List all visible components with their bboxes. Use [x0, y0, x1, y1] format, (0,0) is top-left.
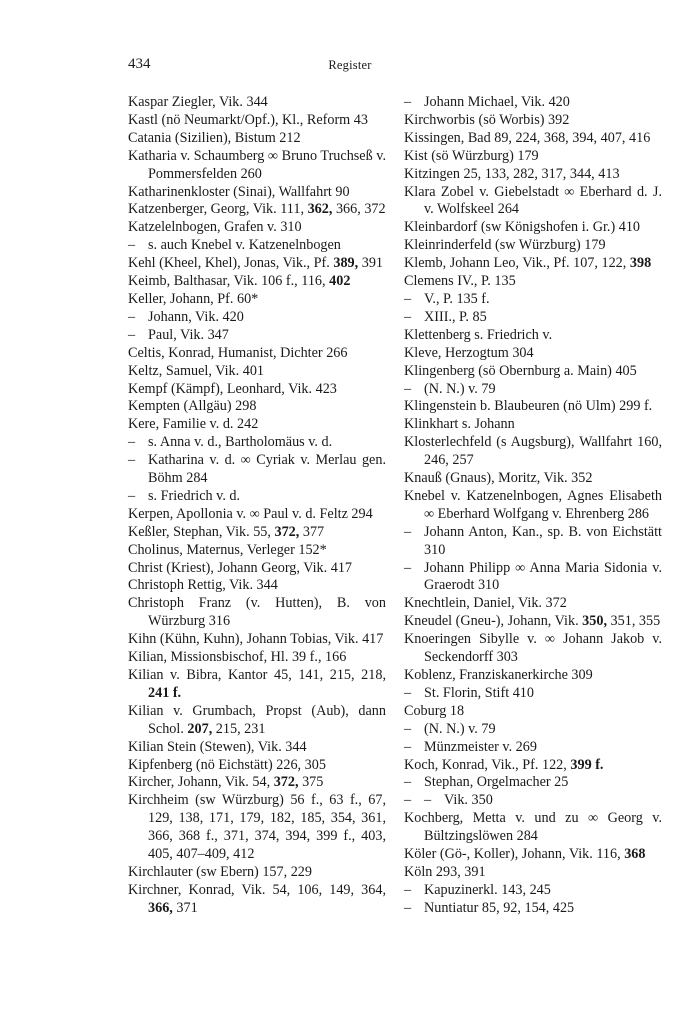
entry-text: Katzelelnbogen, Grafen v. 310 [128, 219, 302, 236]
index-entry [128, 112, 386, 130]
entry-text: Knechtlein, Daniel, Vik. 372 [404, 595, 567, 612]
entry-text: Cholinus, Maternus, Verleger 152* [128, 541, 327, 558]
entry-text: Kempf (Kämpf), Leonhard, Vik. 423 [128, 380, 337, 397]
index-entry [404, 470, 662, 488]
continuation-dash: – [128, 326, 136, 343]
entry-text: V., P. 135 f. [424, 290, 490, 307]
index-entry [404, 667, 662, 685]
index-entry [128, 577, 386, 595]
index-entry [128, 237, 386, 255]
index-entry [128, 488, 386, 506]
continuation-dash: – [404, 523, 412, 540]
index-entry [404, 774, 662, 792]
index-entry [128, 667, 386, 703]
entry-text: Kneudel (Gneu-), Johann, Vik. [404, 613, 583, 630]
entry-text: Köler (Gö-, Koller), Johann, Vik. 116, [404, 846, 625, 863]
index-entry [404, 381, 662, 399]
main-reference-page: 362, [307, 201, 333, 218]
index-entry [128, 434, 386, 452]
entry-text: Kissingen, Bad 89, 224, 368, 394, 407, 416 [404, 129, 651, 146]
entry-text: s. Friedrich v. d. [148, 487, 241, 504]
entry-text: Klara Zobel v. Giebelstadt ∞ Eberhard d. J. v. Wolfskeel 264 [404, 183, 662, 218]
main-reference-page: 389, [333, 255, 359, 272]
entry-text: Stephan, Orgelmacher 25 [424, 774, 569, 791]
entry-text: Celtis, Konrad, Humanist, Dichter 266 [128, 344, 348, 361]
entry-text: Christoph Rettig, Vik. 344 [128, 577, 278, 594]
index-entry [128, 506, 386, 524]
entry-text: Coburg 18 [404, 702, 465, 719]
entry-text: Knoeringen Sibylle v. ∞ Johann Jakob v. Seckendorff 303 [404, 631, 662, 666]
main-reference-page: 350, [582, 613, 607, 630]
continuation-dash: – [404, 720, 412, 737]
entry-text: Keßler, Stephan, Vik. 55, [128, 523, 275, 540]
entry-text: s. auch Knebel v. Katzenelnbogen [148, 237, 341, 254]
continuation-dash: – [404, 738, 412, 755]
continuation-dash: – [128, 237, 136, 254]
continuation-dash: – [128, 434, 136, 451]
main-reference-page: 368 [624, 846, 646, 863]
index-entry [404, 721, 662, 739]
entry-text: s. Anna v. d., Bartholomäus v. d. [148, 434, 333, 451]
entry-text: Katharinenkloster (Sinai), Wallfahrt 90 [128, 183, 350, 200]
entry-text: Keltz, Samuel, Vik. 401 [128, 362, 265, 379]
entry-text: Klosterlechfeld (s Augsburg), Wallfahrt 160, 246, 257 [404, 434, 662, 469]
entry-text: Clemens IV., P. 135 [404, 273, 516, 290]
entry-text: Johann Philipp ∞ Anna Maria Sidonia v. Graerodt 310 [424, 559, 662, 594]
index-entry [128, 184, 386, 202]
entry-text: Kilian, Missionsbischof, Hl. 39 f., 166 [128, 649, 347, 666]
entry-text: Kleve, Herzogtum 304 [404, 344, 534, 361]
entry-text: St. Florin, Stift 410 [424, 684, 534, 701]
main-reference-page: 241 f. [148, 684, 182, 701]
index-column-left [128, 94, 386, 918]
index-entry [128, 255, 386, 273]
index-entry [404, 130, 662, 148]
index-entry [128, 757, 386, 775]
index-entry [128, 273, 386, 291]
index-entry [404, 703, 662, 721]
index-entry [404, 327, 662, 345]
entry-text: Münzmeister v. 269 [424, 738, 537, 755]
entry-text: Kochberg, Metta v. und zu ∞ Georg v. Bültzingslöwen 284 [404, 810, 662, 845]
entry-text: (N. N.) v. 79 [424, 380, 496, 397]
index-entry [404, 237, 662, 255]
entry-text: Kipfenberg (nö Eichstätt) 226, 305 [128, 756, 326, 773]
entry-text: Johann Anton, Kan., sp. B. von Eichstätt 310 [424, 523, 662, 558]
index-entry [404, 291, 662, 309]
continuation-dash: – [404, 684, 412, 701]
index-entry [128, 560, 386, 578]
entry-text: Katzenberger, Georg, Vik. 111, [128, 201, 308, 218]
continuation-dash: – [404, 380, 412, 397]
entry-text: 351, 355 [607, 613, 661, 630]
index-entry [404, 184, 662, 220]
continuation-dash: – [404, 559, 412, 576]
continuation-dash: – [404, 881, 412, 898]
entry-text: Katharia v. Schaumberg ∞ Bruno Truchseß v. Pommersfelden 260 [128, 147, 386, 182]
index-entry [128, 327, 386, 345]
entry-text: Christoph Franz (v. Hutten), B. von Würzburg 316 [128, 595, 386, 630]
continuation-dash: – [424, 792, 432, 809]
index-entry [128, 130, 386, 148]
entry-text: Kist (sö Würzburg) 179 [404, 147, 539, 164]
main-reference-page: 366, [148, 899, 173, 916]
entry-text: Paul, Vik. 347 [148, 326, 229, 343]
index-entry [404, 846, 662, 864]
entry-text: 391 [358, 255, 384, 272]
main-reference-page: 372, [274, 523, 300, 540]
entry-text: Kircher, Johann, Vik. 54, [128, 774, 274, 791]
index-entry [404, 255, 662, 273]
entry-text: Kere, Familie v. d. 242 [128, 416, 259, 433]
continuation-dash: – [404, 792, 412, 809]
index-entry [128, 291, 386, 309]
entry-text: Kaspar Ziegler, Vik. 344 [128, 94, 268, 110]
index-entry [128, 631, 386, 649]
entry-text: Kirchworbis (sö Worbis) 392 [404, 111, 570, 128]
entry-text: Koblenz, Franziskanerkirche 309 [404, 667, 593, 683]
index-entry [404, 273, 662, 291]
entry-text: 377 [299, 523, 325, 540]
entry-text: 366, 372 [332, 201, 386, 218]
index-entry [128, 416, 386, 434]
entry-text: Kastl (nö Neumarkt/Opf.), Kl., Reform 43 [128, 111, 368, 128]
entry-text: Catania (Sizilien), Bistum 212 [128, 129, 301, 146]
index-entry [128, 649, 386, 667]
entry-text: Koch, Konrad, Vik., Pf. 122, [404, 756, 571, 773]
index-entry [128, 398, 386, 416]
index-entry [404, 434, 662, 470]
entry-text: Kilian Stein (Stewen), Vik. 344 [128, 738, 307, 755]
entry-text: Klettenberg s. Friedrich v. [404, 326, 553, 343]
continuation-dash: – [404, 308, 412, 325]
index-entry [404, 900, 662, 918]
index-entry [404, 345, 662, 363]
main-reference-page: 402 [329, 273, 351, 290]
entry-text: Kirchner, Konrad, Vik. 54, 106, 149, 364, [128, 881, 386, 898]
continuation-dash: – [128, 487, 136, 504]
entry-text: Kehl (Kheel, Khel), Jonas, Vik., Pf. [128, 255, 334, 272]
index-entry [128, 595, 386, 631]
index-entry [404, 309, 662, 327]
index-entry [128, 345, 386, 363]
index-entry [128, 703, 386, 739]
index-entry [128, 452, 386, 488]
index-entry [128, 148, 386, 184]
index-entry [404, 112, 662, 130]
index-entry [128, 94, 386, 112]
index-entry [404, 363, 662, 381]
index-entry [404, 166, 662, 184]
index-entry [404, 631, 662, 667]
index-entry [404, 398, 662, 416]
index-entry [128, 774, 386, 792]
index-entry [404, 416, 662, 434]
entry-text: Kleinbardorf (sw Königshofen i. Gr.) 410 [404, 219, 641, 236]
entry-text: Kihn (Kühn, Kuhn), Johann Tobias, Vik. 417 [128, 631, 384, 648]
page-number: 434 [128, 56, 151, 72]
index-entry [404, 560, 662, 596]
index-entry [404, 148, 662, 166]
index-entry [404, 792, 662, 810]
entry-text: Knebel v. Katzenelnbogen, Agnes Elisabeth ∞ Eberhard Wolfgang v. Ehrenberg 286 [404, 487, 662, 522]
entry-text: Klemb, Johann Leo, Vik., Pf. 107, 122, [404, 255, 630, 272]
entry-text: Kerpen, Apollonia v. ∞ Paul v. d. Feltz 294 [128, 505, 373, 522]
index-entry [404, 882, 662, 900]
continuation-dash: – [404, 899, 412, 916]
entry-text: Kapuzinerkl. 143, 245 [424, 881, 551, 898]
entry-text: Kirchlauter (sw Ebern) 157, 229 [128, 863, 312, 880]
entry-text: Vik. 350 [444, 792, 493, 809]
running-title: Register [328, 58, 372, 72]
index-entry [128, 739, 386, 757]
entry-text: Johann, Vik. 420 [148, 308, 244, 325]
entry-text: Kilian v. Bibra, Kantor 45, 141, 215, 218, [128, 667, 386, 683]
entry-text: 371 [172, 899, 198, 916]
index-entry [128, 201, 386, 219]
index-entry [128, 309, 386, 327]
index-entry [128, 882, 386, 918]
index-entry [128, 792, 386, 864]
entry-text: (N. N.) v. 79 [424, 720, 496, 737]
entry-text: 215, 231 [212, 720, 266, 737]
entry-text: Keller, Johann, Pf. 60* [128, 290, 259, 307]
index-column-right [404, 94, 662, 918]
index-entry [128, 542, 386, 560]
index-entry [128, 363, 386, 381]
index-entry [404, 685, 662, 703]
entry-text: Kilian v. Grumbach, Propst (Aub), dann Schol. [128, 702, 386, 737]
entry-text: Kleinrinderfeld (sw Würzburg) 179 [404, 237, 606, 254]
continuation-dash: – [404, 94, 412, 110]
index-entry [404, 864, 662, 882]
index-entry [404, 810, 662, 846]
index-entry [128, 864, 386, 882]
continuation-dash: – [128, 452, 136, 469]
entry-text: Klingenstein b. Blaubeuren (nö Ulm) 299 f. [404, 398, 653, 415]
entry-text: Kitzingen 25, 133, 282, 317, 344, 413 [404, 165, 620, 182]
index-entry [128, 219, 386, 237]
index-entry [404, 757, 662, 775]
index-entry [404, 739, 662, 757]
index-entry [404, 595, 662, 613]
entry-text: XIII., P. 85 [424, 308, 487, 325]
entry-text: Knauß (Gnaus), Moritz, Vik. 352 [404, 470, 593, 487]
index-entry [404, 488, 662, 524]
main-reference-page: 372, [273, 774, 299, 791]
main-reference-page: 207, [187, 720, 213, 737]
entry-text: Kempten (Allgäu) 298 [128, 398, 257, 415]
index-entry [404, 524, 662, 560]
entry-text: Keimb, Balthasar, Vik. 106 f., 116, [128, 273, 330, 290]
continuation-dash: – [404, 774, 412, 791]
index-entry [128, 381, 386, 399]
index-entry [404, 613, 662, 631]
continuation-dash: – [128, 308, 136, 325]
entry-text: Katharina v. d. ∞ Cyriak v. Merlau gen. Böhm 284 [148, 452, 386, 487]
entry-text: Nuntiatur 85, 92, 154, 425 [424, 899, 575, 916]
entry-text: Köln 293, 391 [404, 863, 486, 880]
entry-text: 375 [298, 774, 324, 791]
continuation-dash: – [404, 290, 412, 307]
page-header [0, 56, 700, 78]
entry-text: Kirchheim (sw Würzburg) 56 f., 63 f., 67, 129, 138, 171, 179, 182, 185, 354, 361, 366, 368 f., 371, 374, 394, 399 f., 403, 405, 407–409, 412 [128, 792, 386, 863]
entry-text: Christ (Kriest), Johann Georg, Vik. 417 [128, 559, 353, 576]
entry-text: Johann Michael, Vik. 420 [424, 94, 570, 110]
index-entry [128, 524, 386, 542]
index-entry [404, 219, 662, 237]
main-reference-page: 398 [629, 255, 652, 272]
index-entry [404, 94, 662, 112]
entry-text: Klinkhart s. Johann [404, 416, 515, 433]
entry-text: Klingenberg (sö Obernburg a. Main) 405 [404, 362, 637, 379]
main-reference-page: 399 f. [570, 756, 604, 773]
